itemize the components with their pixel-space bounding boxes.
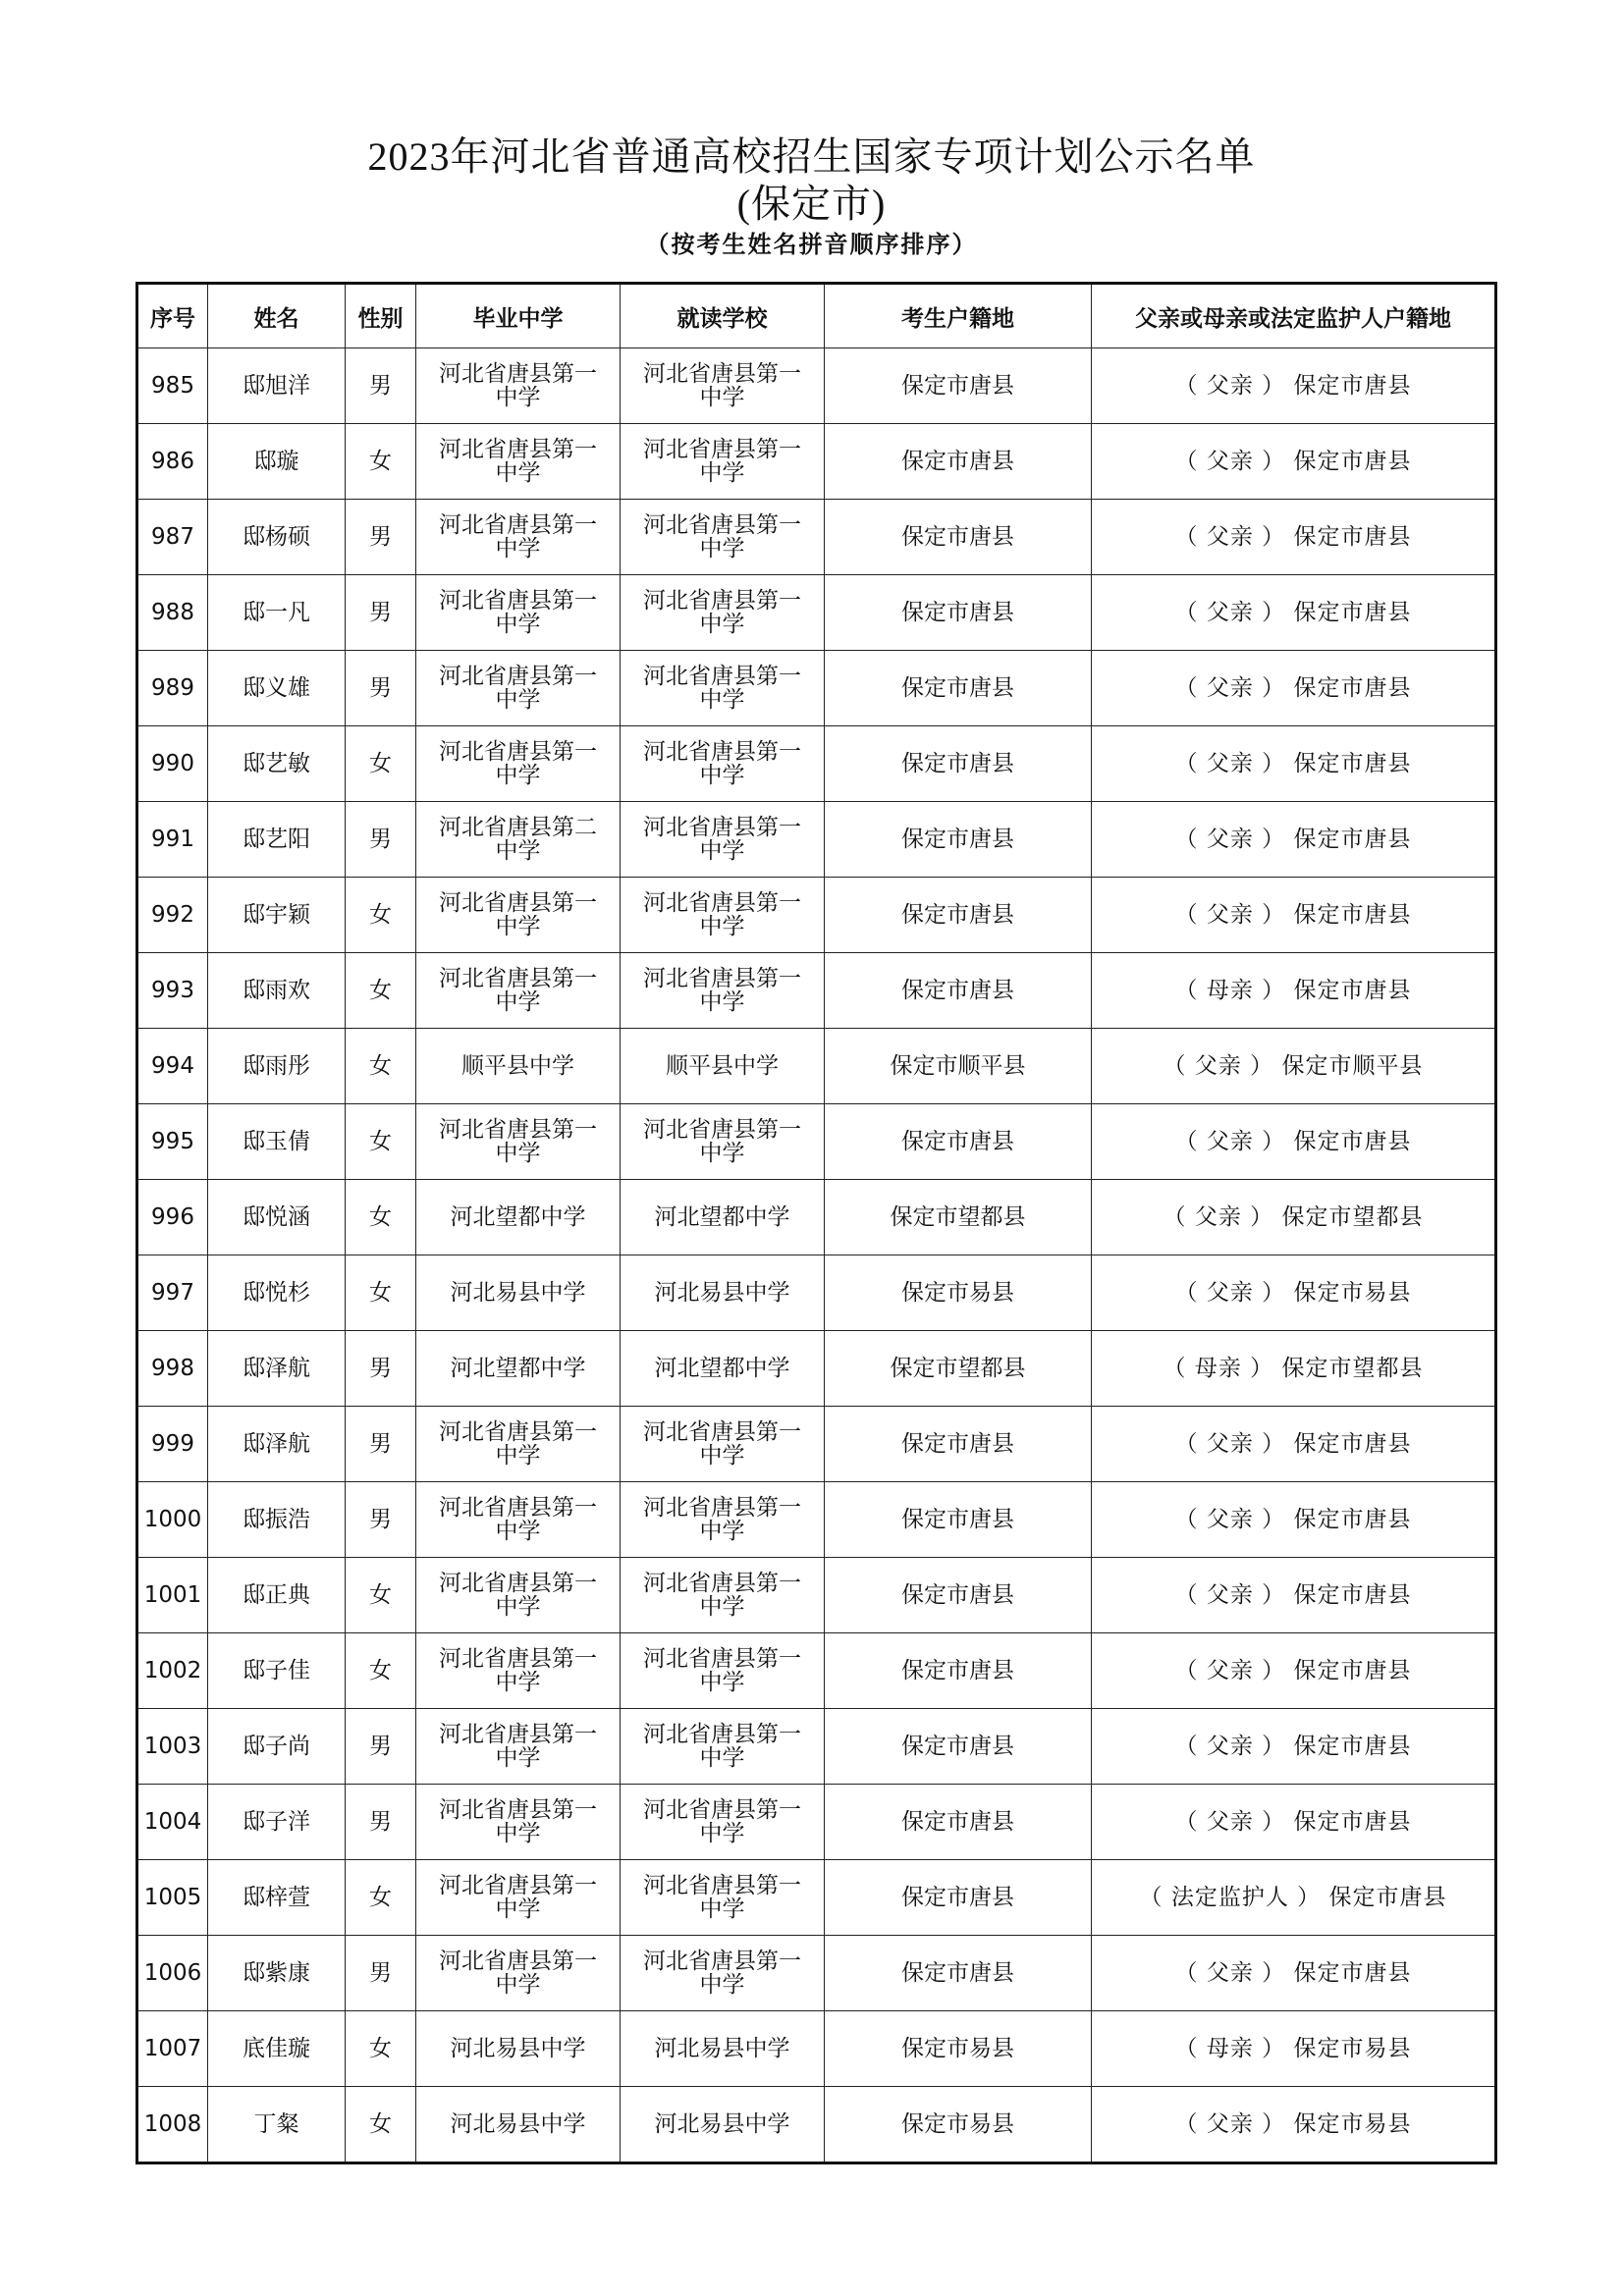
table-row <box>137 1104 1496 1180</box>
cell-seq: 999 <box>137 1407 208 1482</box>
cell-hukou: 保定市唐县 <box>825 1860 1092 1936</box>
cell-hukou: 保定市唐县 <box>825 1709 1092 1785</box>
cell-current-school <box>621 651 825 726</box>
cell-current-school-text: 河北省唐县第一中学 <box>643 1796 801 1846</box>
cell-hukou: 保定市顺平县 <box>825 1029 1092 1104</box>
cell-grad-school <box>416 953 621 1029</box>
cell-gender: 女 <box>346 1029 416 1104</box>
cell-grad-school-text: 河北省唐县第一中学 <box>439 1645 597 1695</box>
cell-hukou: 保定市唐县 <box>825 1482 1092 1558</box>
cell-guardian-hukou <box>1092 1709 1496 1785</box>
cell-guardian-hukou <box>1092 2011 1496 2087</box>
cell-grad-school <box>416 1633 621 1709</box>
cell-grad-school-text: 顺平县中学 <box>461 1052 574 1079</box>
cell-guardian-hukou <box>1092 1785 1496 1860</box>
cell-gender: 男 <box>346 348 416 424</box>
cell-grad-school <box>416 1104 621 1180</box>
cell-name: 邸艺敏 <box>208 726 346 802</box>
cell-current-school-text: 河北省唐县第一中学 <box>643 1570 801 1620</box>
cell-guardian-hukou-text: （ 父亲 ） 保定市唐县 <box>1174 674 1412 701</box>
table-row <box>137 348 1496 424</box>
cell-current-school-text: 河北省唐县第一中学 <box>643 511 801 561</box>
cell-guardian-hukou <box>1092 953 1496 1029</box>
cell-grad-school <box>416 575 621 651</box>
cell-seq: 1007 <box>137 2011 208 2087</box>
table-header-row <box>137 284 1496 348</box>
cell-grad-school <box>416 1785 621 1860</box>
table-row <box>137 500 1496 575</box>
cell-name: 邸一凡 <box>208 575 346 651</box>
cell-gender: 男 <box>346 1482 416 1558</box>
cell-hukou: 保定市唐县 <box>825 575 1092 651</box>
cell-grad-school <box>416 1558 621 1633</box>
cell-current-school-text: 河北易县中学 <box>654 2110 790 2137</box>
cell-current-school-text: 河北省唐县第一中学 <box>643 1116 801 1166</box>
cell-name: 邸泽航 <box>208 1331 346 1407</box>
cell-current-school-text: 河北省唐县第一中学 <box>643 436 801 486</box>
cell-seq: 1001 <box>137 1558 208 1633</box>
cell-grad-school <box>416 1331 621 1407</box>
cell-gender: 女 <box>346 1104 416 1180</box>
cell-name: 邸杨硕 <box>208 500 346 575</box>
cell-guardian-hukou-text: （ 父亲 ） 保定市唐县 <box>1174 372 1412 399</box>
cell-name: 邸艺阳 <box>208 802 346 878</box>
cell-grad-school-text: 河北望都中学 <box>450 1355 586 1381</box>
cell-grad-school <box>416 424 621 500</box>
cell-name: 邸悦涵 <box>208 1180 346 1255</box>
cell-guardian-hukou <box>1092 1558 1496 1633</box>
cell-seq: 1008 <box>137 2087 208 2163</box>
cell-seq: 990 <box>137 726 208 802</box>
cell-grad-school-text: 河北省唐县第一中学 <box>439 663 597 713</box>
cell-name: 邸泽航 <box>208 1407 346 1482</box>
cell-grad-school <box>416 1407 621 1482</box>
cell-guardian-hukou <box>1092 348 1496 424</box>
cell-current-school-text: 河北省唐县第一中学 <box>643 1721 801 1771</box>
cell-grad-school-text: 河北省唐县第一中学 <box>439 511 597 561</box>
table-row <box>137 726 1496 802</box>
cell-seq: 998 <box>137 1331 208 1407</box>
cell-grad-school-text: 河北省唐县第一中学 <box>439 1418 597 1468</box>
table-row <box>137 1255 1496 1331</box>
cell-gender: 男 <box>346 1709 416 1785</box>
table-row <box>137 878 1496 953</box>
cell-guardian-hukou-text: （ 母亲 ） 保定市望都县 <box>1163 1355 1424 1381</box>
cell-current-school <box>621 424 825 500</box>
cell-current-school <box>621 1407 825 1482</box>
cell-name: 邸璇 <box>208 424 346 500</box>
cell-current-school <box>621 2011 825 2087</box>
cell-name: 邸子洋 <box>208 1785 346 1860</box>
cell-current-school-text: 河北省唐县第一中学 <box>643 663 801 713</box>
cell-guardian-hukou-text: （ 父亲 ） 保定市唐县 <box>1174 1808 1412 1835</box>
cell-grad-school-text: 河北省唐县第一中学 <box>439 1570 597 1620</box>
cell-seq: 988 <box>137 575 208 651</box>
cell-guardian-hukou-text: （ 父亲 ） 保定市望都县 <box>1163 1203 1424 1230</box>
cell-name: 邸旭洋 <box>208 348 346 424</box>
cell-hukou: 保定市唐县 <box>825 878 1092 953</box>
table-row <box>137 1709 1496 1785</box>
table-row <box>137 1482 1496 1558</box>
cell-guardian-hukou <box>1092 802 1496 878</box>
table-row <box>137 1860 1496 1936</box>
cell-gender: 女 <box>346 2011 416 2087</box>
cell-grad-school <box>416 726 621 802</box>
cell-gender: 男 <box>346 1331 416 1407</box>
table-row <box>137 2011 1496 2087</box>
cell-grad-school-text: 河北省唐县第一中学 <box>439 587 597 637</box>
table-row <box>137 575 1496 651</box>
cell-name: 邸紫康 <box>208 1936 346 2011</box>
cell-current-school <box>621 1104 825 1180</box>
cell-guardian-hukou <box>1092 2087 1496 2163</box>
cell-grad-school <box>416 1180 621 1255</box>
document-city: (保定市) <box>736 182 887 226</box>
cell-grad-school <box>416 1709 621 1785</box>
table-row <box>137 1029 1496 1104</box>
cell-hukou: 保定市易县 <box>825 2011 1092 2087</box>
cell-guardian-hukou-text: （ 父亲 ） 保定市唐县 <box>1174 523 1412 550</box>
cell-guardian-hukou-text: （ 母亲 ） 保定市唐县 <box>1174 977 1412 1003</box>
document-title: 2023年河北省普通高校招生国家专项计划公示名单 <box>367 134 1256 179</box>
column-header-gender: 性别 <box>346 284 416 348</box>
cell-name: 邸梓萱 <box>208 1860 346 1936</box>
table-row <box>137 1331 1496 1407</box>
cell-seq: 989 <box>137 651 208 726</box>
cell-current-school <box>621 953 825 1029</box>
cell-current-school-text: 河北省唐县第一中学 <box>643 814 801 864</box>
cell-grad-school <box>416 802 621 878</box>
cell-seq: 1005 <box>137 1860 208 1936</box>
cell-grad-school <box>416 2087 621 2163</box>
cell-current-school <box>621 1709 825 1785</box>
table-row <box>137 1407 1496 1482</box>
cell-gender: 女 <box>346 1558 416 1633</box>
cell-guardian-hukou-text: （ 法定监护人 ） 保定市唐县 <box>1139 1884 1447 1910</box>
sort-note: （按考生姓名拼音顺序排序） <box>645 231 978 258</box>
cell-seq: 1006 <box>137 1936 208 2011</box>
cell-guardian-hukou <box>1092 1860 1496 1936</box>
cell-name: 邸振浩 <box>208 1482 346 1558</box>
cell-current-school-text: 河北望都中学 <box>654 1355 790 1381</box>
cell-gender: 女 <box>346 1860 416 1936</box>
cell-seq: 1003 <box>137 1709 208 1785</box>
cell-current-school-text: 河北省唐县第一中学 <box>643 1494 801 1544</box>
cell-guardian-hukou-text: （ 父亲 ） 保定市唐县 <box>1174 1128 1412 1154</box>
cell-guardian-hukou <box>1092 1936 1496 2011</box>
cell-name: 邸玉倩 <box>208 1104 346 1180</box>
cell-current-school-text: 河北省唐县第一中学 <box>643 1418 801 1468</box>
cell-hukou: 保定市望都县 <box>825 1180 1092 1255</box>
cell-grad-school <box>416 500 621 575</box>
cell-seq: 1004 <box>137 1785 208 1860</box>
table-row <box>137 1785 1496 1860</box>
cell-name: 邸雨彤 <box>208 1029 346 1104</box>
cell-hukou: 保定市易县 <box>825 2087 1092 2163</box>
cell-hukou: 保定市唐县 <box>825 726 1092 802</box>
cell-current-school-text: 河北省唐县第一中学 <box>643 738 801 788</box>
cell-gender: 男 <box>346 1785 416 1860</box>
cell-grad-school <box>416 1029 621 1104</box>
cell-guardian-hukou-text: （ 父亲 ） 保定市唐县 <box>1174 1657 1412 1683</box>
cell-current-school <box>621 1936 825 2011</box>
cell-current-school <box>621 802 825 878</box>
cell-grad-school-text: 河北省唐县第一中学 <box>439 1116 597 1166</box>
cell-gender: 男 <box>346 802 416 878</box>
cell-current-school-text: 顺平县中学 <box>666 1052 779 1079</box>
cell-current-school <box>621 1180 825 1255</box>
cell-guardian-hukou <box>1092 424 1496 500</box>
cell-seq: 1002 <box>137 1633 208 1709</box>
cell-hukou: 保定市唐县 <box>825 1785 1092 1860</box>
cell-current-school-text: 河北省唐县第一中学 <box>643 1872 801 1922</box>
cell-current-school <box>621 2087 825 2163</box>
cell-guardian-hukou-text: （ 父亲 ） 保定市唐县 <box>1174 1959 1412 1986</box>
cell-guardian-hukou <box>1092 1029 1496 1104</box>
cell-name: 邸子尚 <box>208 1709 346 1785</box>
roster-table <box>135 282 1497 2164</box>
cell-hukou: 保定市望都县 <box>825 1331 1092 1407</box>
table-row <box>137 1633 1496 1709</box>
cell-grad-school-text: 河北省唐县第二中学 <box>439 814 597 864</box>
cell-gender: 男 <box>346 500 416 575</box>
column-header-hukou: 考生户籍地 <box>825 284 1092 348</box>
cell-seq: 997 <box>137 1255 208 1331</box>
cell-gender: 女 <box>346 726 416 802</box>
cell-gender: 男 <box>346 1407 416 1482</box>
cell-current-school <box>621 1255 825 1331</box>
cell-grad-school-text: 河北省唐县第一中学 <box>439 965 597 1015</box>
cell-current-school-text: 河北省唐县第一中学 <box>643 1645 801 1695</box>
cell-hukou: 保定市唐县 <box>825 953 1092 1029</box>
cell-gender: 男 <box>346 575 416 651</box>
cell-guardian-hukou-text: （ 父亲 ） 保定市唐县 <box>1174 1733 1412 1759</box>
cell-hukou: 保定市唐县 <box>825 1936 1092 2011</box>
cell-guardian-hukou-text: （ 父亲 ） 保定市唐县 <box>1174 599 1412 625</box>
cell-name: 邸悦杉 <box>208 1255 346 1331</box>
cell-current-school-text: 河北省唐县第一中学 <box>643 1948 801 1998</box>
cell-grad-school <box>416 1860 621 1936</box>
table-row <box>137 1180 1496 1255</box>
cell-current-school-text: 河北省唐县第一中学 <box>643 965 801 1015</box>
cell-guardian-hukou <box>1092 1180 1496 1255</box>
cell-current-school <box>621 878 825 953</box>
cell-gender: 女 <box>346 1633 416 1709</box>
cell-seq: 996 <box>137 1180 208 1255</box>
cell-gender: 女 <box>346 878 416 953</box>
cell-current-school-text: 河北望都中学 <box>654 1203 790 1230</box>
cell-grad-school <box>416 1936 621 2011</box>
cell-current-school-text: 河北易县中学 <box>654 2035 790 2061</box>
cell-gender: 女 <box>346 953 416 1029</box>
column-header-current-school: 就读学校 <box>621 284 825 348</box>
cell-grad-school-text: 河北易县中学 <box>450 2110 586 2137</box>
cell-guardian-hukou <box>1092 1407 1496 1482</box>
cell-guardian-hukou-text: （ 父亲 ） 保定市唐县 <box>1174 1430 1412 1457</box>
cell-gender: 女 <box>346 1255 416 1331</box>
cell-seq: 986 <box>137 424 208 500</box>
cell-hukou: 保定市唐县 <box>825 1407 1092 1482</box>
cell-gender: 男 <box>346 651 416 726</box>
cell-grad-school <box>416 1482 621 1558</box>
column-header-name: 姓名 <box>208 284 346 348</box>
cell-guardian-hukou <box>1092 575 1496 651</box>
cell-guardian-hukou <box>1092 651 1496 726</box>
cell-guardian-hukou <box>1092 878 1496 953</box>
cell-current-school <box>621 1633 825 1709</box>
cell-hukou: 保定市唐县 <box>825 802 1092 878</box>
table-row <box>137 1558 1496 1633</box>
cell-current-school <box>621 1482 825 1558</box>
cell-guardian-hukou-text: （ 父亲 ） 保定市唐县 <box>1174 901 1412 928</box>
cell-current-school-text: 河北省唐县第一中学 <box>643 360 801 410</box>
cell-hukou: 保定市唐县 <box>825 1104 1092 1180</box>
cell-name: 底佳璇 <box>208 2011 346 2087</box>
cell-grad-school <box>416 2011 621 2087</box>
table-row <box>137 953 1496 1029</box>
cell-guardian-hukou <box>1092 1331 1496 1407</box>
cell-grad-school-text: 河北省唐县第一中学 <box>439 1721 597 1771</box>
cell-guardian-hukou <box>1092 1255 1496 1331</box>
cell-grad-school-text: 河北省唐县第一中学 <box>439 889 597 939</box>
cell-current-school-text: 河北易县中学 <box>654 1279 790 1306</box>
cell-guardian-hukou-text: （ 父亲 ） 保定市顺平县 <box>1163 1052 1424 1079</box>
cell-current-school <box>621 1331 825 1407</box>
cell-name: 邸义雄 <box>208 651 346 726</box>
cell-hukou: 保定市唐县 <box>825 1633 1092 1709</box>
cell-grad-school-text: 河北省唐县第一中学 <box>439 1796 597 1846</box>
cell-grad-school-text: 河北省唐县第一中学 <box>439 436 597 486</box>
cell-guardian-hukou-text: （ 父亲 ） 保定市唐县 <box>1174 1581 1412 1608</box>
cell-current-school <box>621 1860 825 1936</box>
cell-current-school-text: 河北省唐县第一中学 <box>643 587 801 637</box>
cell-grad-school-text: 河北望都中学 <box>450 1203 586 1230</box>
cell-seq: 995 <box>137 1104 208 1180</box>
cell-current-school <box>621 726 825 802</box>
cell-grad-school-text: 河北易县中学 <box>450 1279 586 1306</box>
cell-gender: 男 <box>346 1936 416 2011</box>
cell-grad-school <box>416 1255 621 1331</box>
cell-hukou: 保定市唐县 <box>825 1558 1092 1633</box>
cell-current-school <box>621 1029 825 1104</box>
cell-hukou: 保定市唐县 <box>825 348 1092 424</box>
cell-guardian-hukou <box>1092 1482 1496 1558</box>
cell-guardian-hukou-text: （ 父亲 ） 保定市唐县 <box>1174 826 1412 852</box>
cell-guardian-hukou-text: （ 父亲 ） 保定市唐县 <box>1174 448 1412 474</box>
cell-guardian-hukou-text: （ 父亲 ） 保定市唐县 <box>1174 1506 1412 1532</box>
cell-name: 丁粲 <box>208 2087 346 2163</box>
cell-current-school <box>621 1558 825 1633</box>
cell-hukou: 保定市唐县 <box>825 651 1092 726</box>
cell-seq: 992 <box>137 878 208 953</box>
cell-gender: 女 <box>346 424 416 500</box>
cell-grad-school-text: 河北省唐县第一中学 <box>439 1494 597 1544</box>
cell-guardian-hukou-text: （ 父亲 ） 保定市唐县 <box>1174 750 1412 776</box>
cell-hukou: 保定市唐县 <box>825 424 1092 500</box>
table-row <box>137 802 1496 878</box>
cell-current-school <box>621 1785 825 1860</box>
cell-current-school <box>621 500 825 575</box>
cell-guardian-hukou <box>1092 1633 1496 1709</box>
cell-guardian-hukou <box>1092 1104 1496 1180</box>
cell-name: 邸雨欢 <box>208 953 346 1029</box>
cell-name: 邸宇颖 <box>208 878 346 953</box>
cell-guardian-hukou-text: （ 父亲 ） 保定市易县 <box>1174 2110 1412 2137</box>
cell-hukou: 保定市唐县 <box>825 500 1092 575</box>
cell-current-school-text: 河北省唐县第一中学 <box>643 889 801 939</box>
cell-grad-school-text: 河北省唐县第一中学 <box>439 738 597 788</box>
column-header-guardian-hukou: 父亲或母亲或法定监护人户籍地 <box>1092 284 1496 348</box>
cell-name: 邸正典 <box>208 1558 346 1633</box>
cell-grad-school-text: 河北省唐县第一中学 <box>439 1872 597 1922</box>
cell-seq: 994 <box>137 1029 208 1104</box>
roster-body <box>137 348 1496 2163</box>
cell-grad-school <box>416 348 621 424</box>
cell-seq: 987 <box>137 500 208 575</box>
cell-current-school <box>621 348 825 424</box>
cell-guardian-hukou <box>1092 726 1496 802</box>
cell-grad-school <box>416 878 621 953</box>
cell-hukou: 保定市易县 <box>825 1255 1092 1331</box>
column-header-seq: 序号 <box>137 284 208 348</box>
cell-guardian-hukou <box>1092 500 1496 575</box>
cell-grad-school-text: 河北省唐县第一中学 <box>439 1948 597 1998</box>
cell-guardian-hukou-text: （ 父亲 ） 保定市易县 <box>1174 1279 1412 1306</box>
cell-grad-school-text: 河北省唐县第一中学 <box>439 360 597 410</box>
table-row <box>137 2087 1496 2163</box>
cell-guardian-hukou-text: （ 母亲 ） 保定市易县 <box>1174 2035 1412 2061</box>
cell-current-school <box>621 575 825 651</box>
cell-seq: 1000 <box>137 1482 208 1558</box>
cell-gender: 女 <box>346 2087 416 2163</box>
cell-seq: 993 <box>137 953 208 1029</box>
table-row <box>137 1936 1496 2011</box>
cell-grad-school-text: 河北易县中学 <box>450 2035 586 2061</box>
cell-name: 邸子佳 <box>208 1633 346 1709</box>
cell-gender: 女 <box>346 1180 416 1255</box>
column-header-grad-school: 毕业中学 <box>416 284 621 348</box>
cell-seq: 991 <box>137 802 208 878</box>
cell-grad-school <box>416 651 621 726</box>
cell-seq: 985 <box>137 348 208 424</box>
table-row <box>137 424 1496 500</box>
table-row <box>137 651 1496 726</box>
